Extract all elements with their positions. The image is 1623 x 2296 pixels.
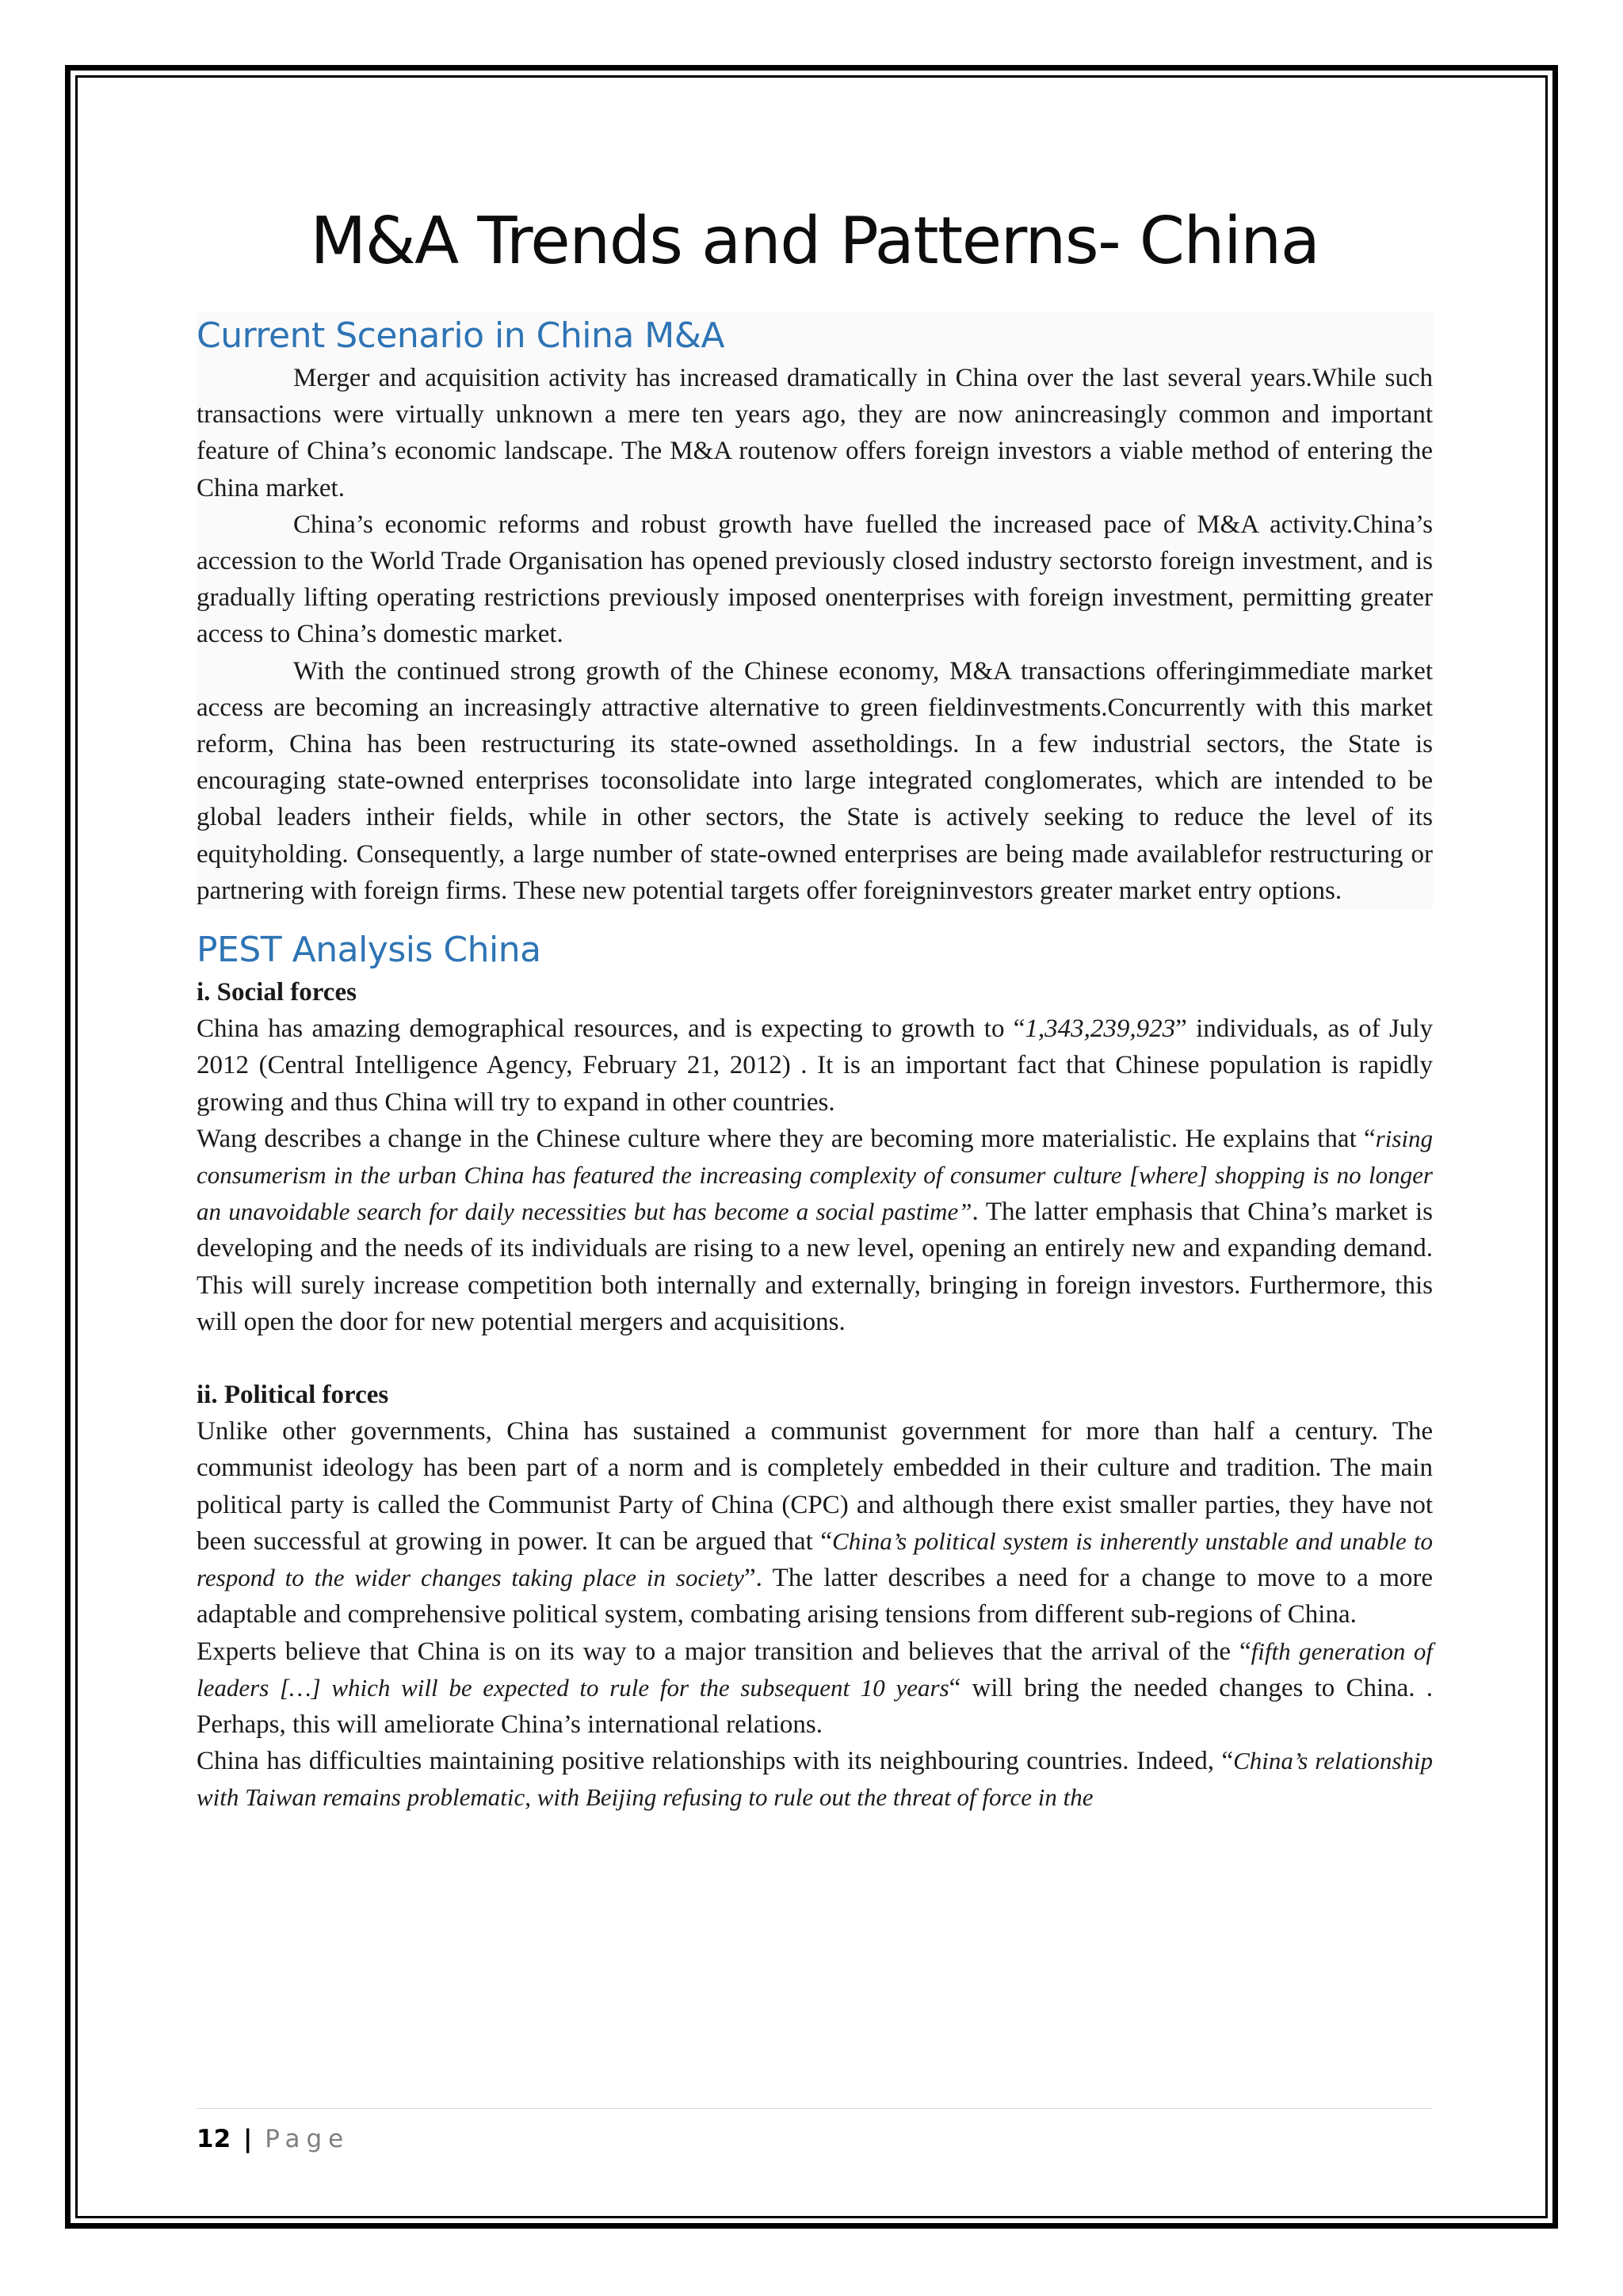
political-paragraph-1: Unlike other governments, China has sustained a communist government for more than half a century. The communist ideology has been part of a norm and is completely embedded in their culture and tradition. The main political party is called the Communist Party of China (CPC) and although there exist smaller parties, they have not been successful at growing in power. It can be argued that “China’s political system is inherently unstable and unable to respond to the wider changes taking place in society”. The latter describes a need for a change to move to a more adaptable and comprehensive political system, combating arising tensions from different sub-regions of China. <box>197 1417 1433 1629</box>
page-number: 12 <box>197 2125 231 2153</box>
political-paragraph-2: Experts believe that China is on its way to a major transition and believes that the arrival of the “fifth generation of leaders […] which will be expected to rule for the subsequent 10 years“ will bring the needed changes to China. . Perhaps, this will ameliorate China’s international relations. <box>197 1637 1433 1739</box>
page-title: M&A Trends and Patterns- China <box>310 204 1319 279</box>
political-paragraph-3: China has difficulties maintaining positive relationships with its neighbouring countries. Indeed, “China’s relationship with Taiwan remains problematic, with Beijing refusing to rule out the threat of force in the <box>197 1747 1433 1812</box>
page-content <box>197 198 1433 1817</box>
subheading-social-forces: i. Social forces <box>197 978 357 1007</box>
page-footer <box>197 2108 1433 2153</box>
section-pest-analysis <box>197 926 1433 1816</box>
section-heading-pest: PEST Analysis China <box>197 930 541 971</box>
section-heading-scenario: Current Scenario in China M&A <box>197 315 725 356</box>
scenario-paragraph-2: China’s economic reforms and robust growth have fuelled the increased pace of M&A activity.China’s accession to the World Trade Organisation has opened previously closed industry sectorsto foreign investment, and is gradually lifting operating restrictions previously imposed onenterprises with foreign investment, permitting greater access to China’s domestic market. <box>197 510 1433 649</box>
section-current-scenario <box>197 312 1433 909</box>
footer-separator: | <box>243 2125 253 2153</box>
subheading-political-forces: ii. Political forces <box>197 1381 389 1410</box>
page-label: Page <box>265 2125 350 2153</box>
scenario-paragraph-1: Merger and acquisition activity has increased dramatically in China over the last several years.While such transactions were virtually unknown a mere ten years ago, they are now anincreasingly common and important feature of China’s economic landscape. The M&A routenow offers foreign investors a viable method of entering the China market. <box>197 364 1433 502</box>
scenario-paragraph-3: With the continued strong growth of the Chinese economy, M&A transactions offeringimmediate market access are becoming an increasingly attractive alternative to green fieldinvestments.Concurrently with this market reform, China has been restructuring its state-owned assetholdings. In a few industrial sectors, the State is encouraging state-owned enterprises toconsolidate into large integrated conglomerates, which are intended to be global leaders intheir fields, while in other sectors, the State is actively seeking to reduce the level of its equityholding. Consequently, a large number of state-owned enterprises are being made availablefor restructuring or partnering with foreign firms. These new potential targets offer foreigninvestors greater market entry options. <box>197 656 1433 905</box>
social-paragraph-2: Wang describes a change in the Chinese culture where they are becoming more materialistic. He explains that “rising consumerism in the urban China has featured the increasing complexity of consumer culture [where] shopping is no longer an unavoidable search for daily necessities but has become a social pastime”. The latter emphasis that China’s market is developing and the needs of its individuals are rising to a new level, opening an entirely new and expanding demand. This will surely increase competition both internally and externally, bringing in foreign investors. Furthermore, this will open the door for new potential mergers and acquisitions. <box>197 1124 1433 1336</box>
social-paragraph-1: China has amazing demographical resources, and is expecting to growth to “1,343,239,923” individuals, as of July 2012 (Central Intelligence Agency, February 21, 2012) . It is an important fact that Chinese population is rapidly growing and thus China will try to expand in other countries. <box>197 1014 1433 1117</box>
